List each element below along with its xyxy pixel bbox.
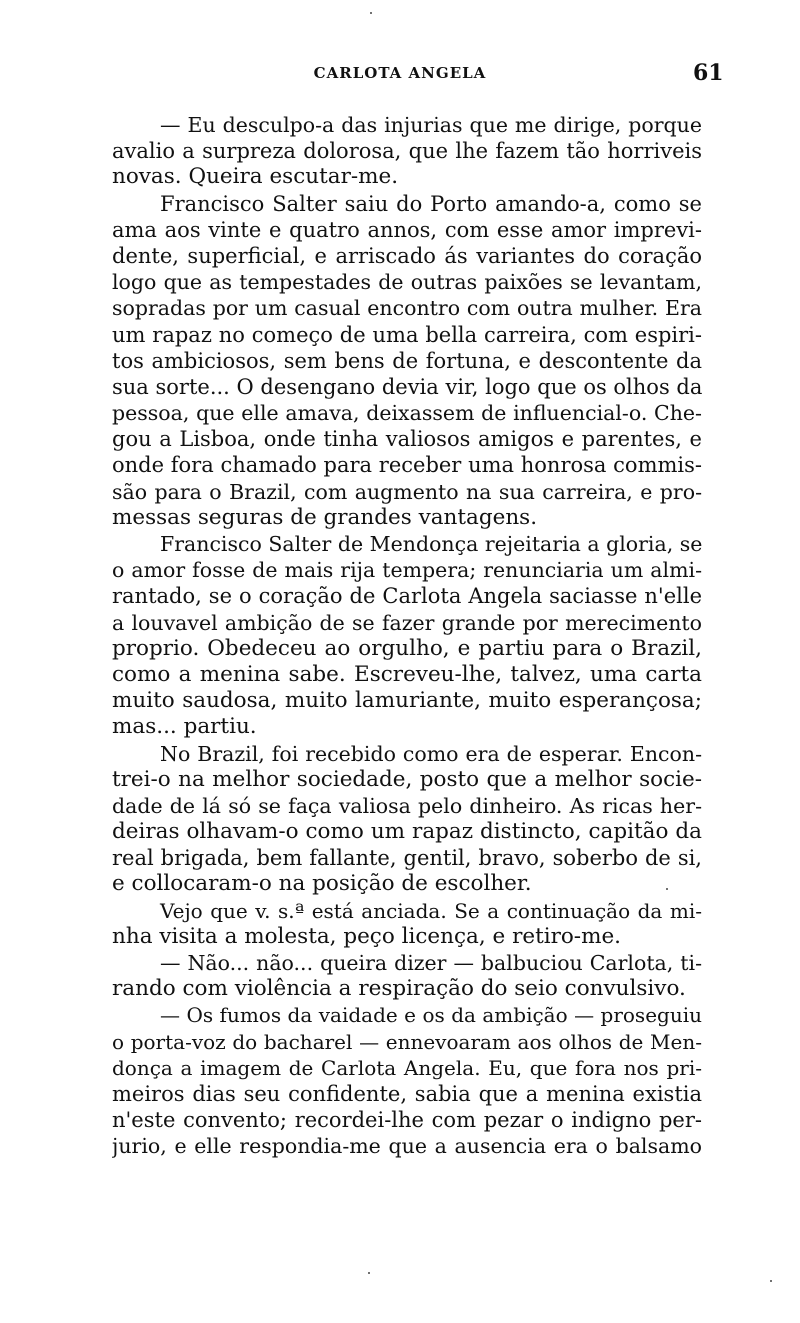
text-line: Vejo que v. s.ª está anciada. Se a continuação da mi- <box>160 898 702 923</box>
paper-speck <box>370 12 372 14</box>
text-line: n'este convento; recordei-lhe com pezar o indigno per- <box>112 1108 702 1133</box>
text-line: dade de lá só se faça valiosa pelo dinheiro. As ricas her- <box>112 793 702 818</box>
text-line: pessoa, que elle amava, deixassem de influencial-o. Che- <box>112 401 702 426</box>
text-line: muito saudosa, muito lamuriante, muito esperançosa; <box>112 688 702 714</box>
paper-speck <box>666 888 668 890</box>
text-line: o amor fosse de mais rija tempera; renunciaria um almi- <box>112 558 702 583</box>
text-line: o porta-voz do bacharel — ennevoaram aos olhos de Men- <box>112 1029 702 1054</box>
text-line: avalio a surpreza dolorosa, que lhe fazem tão horriveis <box>112 139 702 164</box>
text-line: — Não... não... queira dizer — balbuciou Carlota, ti- <box>160 951 702 975</box>
text-line: Francisco Salter de Mendonça rejeitaria a gloria, se <box>160 532 702 556</box>
running-title: CARLOTA ANGELA <box>313 64 487 82</box>
text-line: gou a Lisboa, onde tinha valiosos amigos e parentes, e <box>112 427 702 452</box>
text-line: jurio, e elle respondia-me que a ausencia era o balsamo <box>112 1134 702 1159</box>
text-line: onde fora chamado para receber uma honrosa commis- <box>112 453 702 478</box>
text-line: tos ambiciosos, sem bens de fortuna, e descontente da <box>112 348 702 373</box>
text-line: real brigada, bem fallante, gentil, bravo, soberbo de si, <box>112 846 702 871</box>
text-line: e collocaram-o na posição de escolher. <box>112 871 532 897</box>
text-line: um rapaz no começo de uma bella carreira, com espiri- <box>112 322 702 347</box>
text-line: nha visita a molesta, peço licença, e retiro-me. <box>112 923 622 949</box>
text-line: a louvavel ambição de se fazer grande por merecimento <box>112 610 702 635</box>
text-line: são para o Brazil, com augmento na sua carreira, e pro- <box>112 479 702 504</box>
text-line: — Eu desculpo-a das injurias que me dirige, porque <box>160 113 702 137</box>
text-line: No Brazil, foi recebido como era de esperar. Encon- <box>160 741 702 766</box>
text-line: sua sorte... O desengano devia vir, logo que os olhos da <box>112 374 702 399</box>
paper-speck <box>770 1280 772 1282</box>
text-line: ama aos vinte e quatro annos, com esse amor imprevi- <box>112 217 702 242</box>
text-line: logo que as tempestades de outras paixões se levantam, <box>112 270 702 295</box>
text-line: trei-o na melhor sociedade, posto que a melhor socie- <box>112 766 702 792</box>
text-line: sopradas por um casual encontro com outra mulher. Era <box>112 296 702 321</box>
text-line: messas seguras de grandes vantagens. <box>112 504 538 530</box>
text-line: rantado, se o coração de Carlota Angela saciasse n'elle <box>112 584 702 609</box>
text-line: mas... partiu. <box>112 714 257 740</box>
text-line: deiras olhavam-o como um rapaz distincto, capitão da <box>112 819 702 845</box>
text-line: proprio. Obedeceu ao orgulho, e partiu para o Brazil, <box>112 635 702 661</box>
page-number: 61 <box>693 60 724 86</box>
body-text <box>112 112 702 1160</box>
text-line: rando com violência a respiração do seio convulsivo. <box>112 976 686 1002</box>
text-line: dente, superficial, e arriscado ás variantes do coração <box>112 243 702 268</box>
text-line: novas. Queira escutar-me. <box>112 164 399 190</box>
text-line: como a menina sabe. Escreveu-lhe, talvez, uma carta <box>112 661 702 687</box>
text-line: Francisco Salter saiu do Porto amando-a, como se <box>160 191 702 216</box>
text-line: meiros dias seu confidente, sabia que a menina existia <box>112 1081 702 1106</box>
text-line: donça a imagem de Carlota Angela. Eu, que fora nos pri- <box>112 1055 702 1080</box>
text-line: — Os fumos da vaidade e os da ambição — proseguiu <box>160 1003 702 1028</box>
paper-speck <box>368 1272 370 1274</box>
